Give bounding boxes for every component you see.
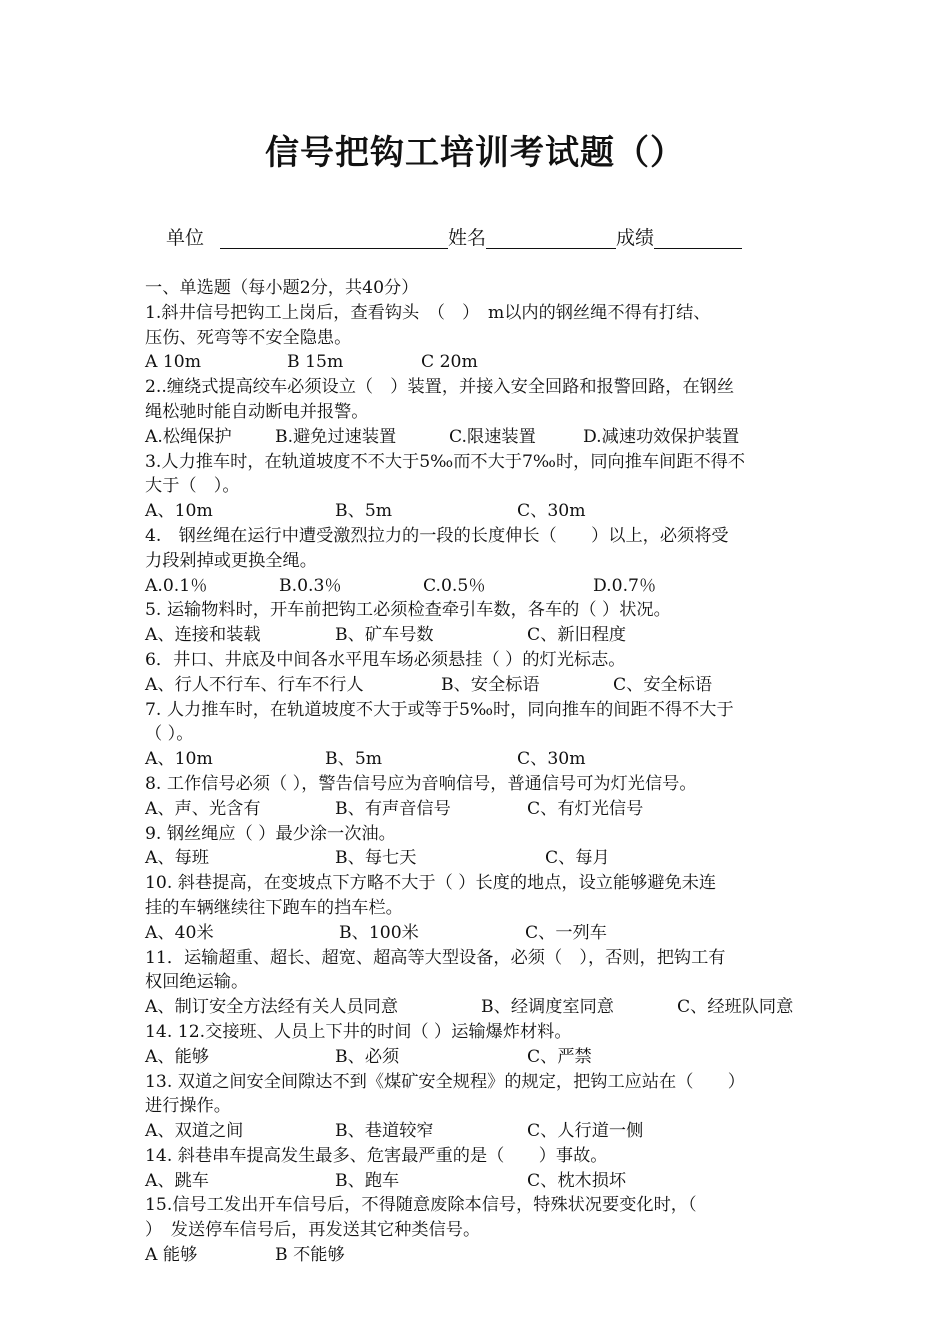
question-text-continued: （ ）。 xyxy=(145,724,194,745)
question-text-continued: 压伤、死弯等不安全隐患。 xyxy=(145,327,352,348)
option-c: C、30m xyxy=(517,749,586,770)
options-row xyxy=(145,499,813,524)
section-heading: 一、单选题（每小题2分，共40分） xyxy=(145,278,419,298)
options-row xyxy=(145,995,813,1020)
question-text: 14. 斜巷串车提高发生最多、危害最严重的是（ ）事故。 xyxy=(145,1145,608,1166)
question-text: 3.人力推车时，在轨道坡度不不大于5‰而不大于7‰时，同向推车间距不得不 xyxy=(145,451,746,472)
option-c: C、人行道一侧 xyxy=(527,1121,644,1142)
option-b: B、5m xyxy=(335,501,393,522)
options-row xyxy=(145,425,813,450)
option-a: A 10m xyxy=(145,352,202,373)
option-a: A、10m xyxy=(145,749,213,770)
question-text: 5. 运输物料时，开车前把钩工必须检查牵引车数，各车的（ ）状况。 xyxy=(145,600,671,621)
options-row xyxy=(145,673,813,698)
question-text: 11．运输超重、超长、超宽、超高等大型设备，必须（ ），否则，把钩工有 xyxy=(145,947,726,968)
option-b: B.避免过速装置 xyxy=(275,426,397,447)
score-label: 成绩 xyxy=(616,227,655,249)
options-row xyxy=(145,1045,813,1070)
question-text: 13. 双道之间安全间隙达不到《煤矿安全规程》的规定，把钩工应站在（ ） xyxy=(145,1071,745,1092)
header-fields xyxy=(166,224,742,252)
score-blank xyxy=(654,226,742,249)
option-b: B、经调度室同意 xyxy=(481,997,614,1018)
question-text-continued: 进行操作。 xyxy=(145,1096,231,1117)
name-blank xyxy=(486,226,616,249)
option-a: A 能够 xyxy=(145,1245,198,1266)
option-b: B、5m xyxy=(325,749,383,770)
question-text-continued: 挂的车辆继续往下跑车的挡车栏。 xyxy=(145,897,403,918)
option-b: B.0.3％ xyxy=(279,575,342,596)
option-c: C、枕木损坏 xyxy=(527,1170,627,1191)
option-c: C.限速装置 xyxy=(449,426,536,447)
question-text-continued: 大于（ ）。 xyxy=(145,476,240,497)
option-c: C、严禁 xyxy=(527,1046,592,1067)
option-a: A、40米 xyxy=(145,922,214,943)
question-text: 1.斜井信号把钩工上岗后，查看钩头 （ ） m以内的钢丝绳不得有打结、 xyxy=(145,302,711,323)
question-text: 9. 钢丝绳应（ ）最少涂一次油。 xyxy=(145,823,396,844)
option-c: C、每月 xyxy=(545,848,610,869)
options-row xyxy=(145,574,813,599)
option-c: C、30m xyxy=(517,501,586,522)
option-b: B、100米 xyxy=(339,922,419,943)
question-text: 4. 钢丝绳在运行中遭受激烈拉力的一段的长度伸长（ ）以上，必须将受 xyxy=(145,525,729,546)
options-row xyxy=(145,350,813,375)
question-text: 8. 工作信号必须（ ），警告信号应为音响信号，普通信号可为灯光信号。 xyxy=(145,773,697,794)
option-a: A、10m xyxy=(145,501,213,522)
option-c: C、经班队同意 xyxy=(677,997,794,1018)
options-row xyxy=(145,1119,813,1144)
question-text-continued: 力段剁掉或更换全绳。 xyxy=(145,550,317,571)
name-label: 姓名 xyxy=(448,227,487,249)
question-text: 14. 12.交接班、人员上下井的时间（ ）运输爆炸材料。 xyxy=(145,1021,572,1042)
question-text: 2..缠绕式提高绞车必须设立（ ）装置，并接入安全回路和报警回路，在钢丝 xyxy=(145,377,735,398)
options-row xyxy=(145,797,813,822)
options-row xyxy=(145,623,813,648)
option-c: C 20m xyxy=(421,352,478,373)
options-row xyxy=(145,1243,813,1268)
question-text-continued: ） 发送停车信号后，再发送其它种类信号。 xyxy=(145,1220,481,1241)
option-b: B、巷道较窄 xyxy=(335,1121,434,1142)
unit-blank xyxy=(220,226,448,249)
option-d: D.0.7％ xyxy=(593,575,657,596)
options-row xyxy=(145,1169,813,1194)
option-a: A、制订安全方法经有关人员同意 xyxy=(145,997,399,1018)
question-body xyxy=(145,276,813,1268)
option-a: A、声、光含有 xyxy=(145,798,261,819)
option-a: A、行人不行车、行车不行人 xyxy=(145,674,364,695)
option-a: A、双道之间 xyxy=(145,1121,244,1142)
page-title: 信号把钩工培训考试题（） xyxy=(265,133,685,173)
question-text-continued: 权回绝运输。 xyxy=(145,972,249,993)
option-c: C、有灯光信号 xyxy=(527,798,644,819)
question-text: 10. 斜巷提高，在变坡点下方略不大于（ ）长度的地点，设立能够避免未连 xyxy=(145,873,717,894)
option-b: B、每七天 xyxy=(335,848,417,869)
option-b: B、必须 xyxy=(335,1046,400,1067)
option-b: B 不能够 xyxy=(275,1245,345,1266)
unit-label: 单位 xyxy=(166,227,205,249)
option-b: B、有声音信号 xyxy=(335,798,451,819)
question-text-continued: 绳松驰时能自动断电并报警。 xyxy=(145,401,369,422)
option-a: A.松绳保护 xyxy=(145,426,232,447)
option-c: C、一列车 xyxy=(525,922,607,943)
option-a: A、连接和装载 xyxy=(145,625,261,646)
option-b: B、矿车号数 xyxy=(335,625,434,646)
option-a: A、能够 xyxy=(145,1046,209,1067)
option-b: B、跑车 xyxy=(335,1170,400,1191)
option-d: D.减速功效保护装置 xyxy=(583,426,740,447)
option-c: C、新旧程度 xyxy=(527,625,627,646)
options-row xyxy=(145,846,813,871)
option-a: A、跳车 xyxy=(145,1170,209,1191)
question-text: 7. 人力推车时，在轨道坡度不大于或等于5‰时，同向推车的间距不得不大于 xyxy=(145,699,734,720)
options-row xyxy=(145,747,813,772)
option-b: B、安全标语 xyxy=(441,674,540,695)
option-a: A、每班 xyxy=(145,848,209,869)
option-a: A.0.1％ xyxy=(145,575,208,596)
question-text: 15.信号工发出开车信号后，不得随意废除本信号，特殊状况要变化时，（ xyxy=(145,1195,697,1216)
option-b: B 15m xyxy=(287,352,344,373)
option-c: C.0.5％ xyxy=(423,575,486,596)
options-row xyxy=(145,921,813,946)
question-text: 6．井口、井底及中间各水平甩车场必须悬挂（ ）的灯光标志。 xyxy=(145,649,626,670)
option-c: C、安全标语 xyxy=(613,674,713,695)
